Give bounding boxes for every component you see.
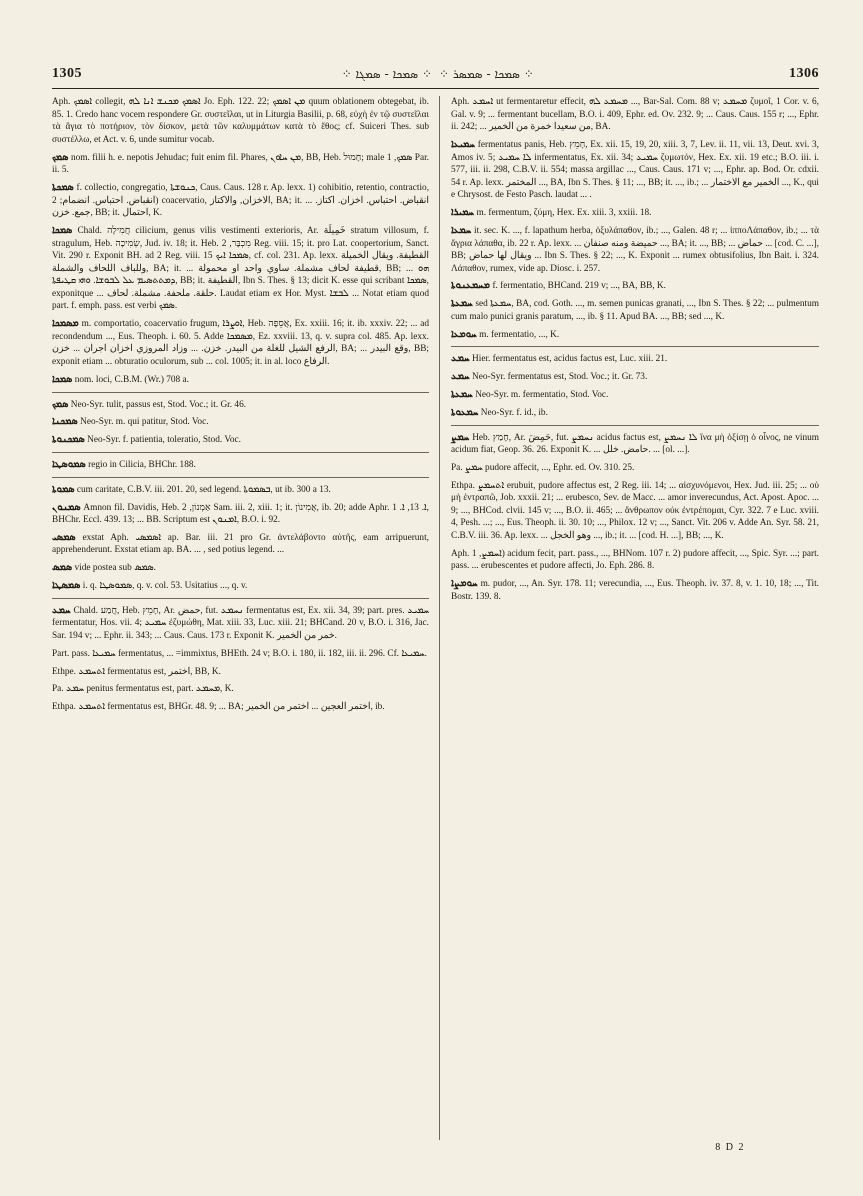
entry-headword: ܚܡܝܥܐ [451, 138, 476, 150]
entry-text: f. collectio, congregatio, ܟܢܘܫܬܐ, Caus. Caus. 128 r. Ap. lexx. 1) cohibitio, retentio, contractio, انقباض. احتباس. انضمام; 2) coacervatio, الاخزان, والاكتاز, BA; it. ... انقباض. احتباس. اخزان. اكتاز. جمع. خزن, BB; it. احتمال, K. [52, 182, 430, 219]
entry-text: Aph. ܐܚܡܥ ut fermentaretur effecit, ܡܚܡܥ ܠܗ ..., Bar-Sal. Com. 88 v; ܡܚܡܥ ζυμοῖ, 1 Cor. v. 6, Gal. v. 9; ... fermentant bucellam, B.O. i. 409, Ephr. ed. Ov. 232. 9; ... Caus. Caus. 155 r; ..., Ephr. ii. 242; ... من سعيدا خمرة من الخمير, BA. [451, 97, 819, 133]
entry-text: fermentatus panis, Heb. חָמֵץ, Ex. xii. 15, 19, 20, xiii. 3, 7, Lev. ii. 11, vii. 13, Deut. xvi. 3, Amos iv. 5; ܠܐ ܚܡܝܥ infermentatus, Ex. xii. 34; ܚܡܝܥ ζυμωτόν, Hex. Ex. xii. 19 etc.; B.O. iii. i. 577, iii. ii. 298, C.B.V. ii. 554; massa argillac ..., Caus. Caus. 171 v; ..., Ephr. ap. Bod. Or. cdxii. 54 r. Ap. lexx. المختمر ..., BA, Ibn S. Thes. § 11; ..., BB; it. ..., ib.; ... الخمير مع الاختمار ..., K., qui e Chrysost. de Festo Pasch. laudat ... . [451, 139, 819, 201]
header-right [439, 66, 819, 82]
entry-headword: ܣܡܟ [52, 398, 69, 410]
section-separator [52, 598, 429, 599]
entry-headword: ܚܘܡܨܐ [451, 578, 478, 590]
dictionary-entry [52, 701, 429, 714]
dictionary-entry [52, 562, 429, 575]
header-rule [52, 88, 819, 89]
entry-text: cum caritate, C.B.V. iii. 201. 20, sed legend. ܒܣܡܘܬܐ, ut ib. 300 a 13. [76, 484, 331, 495]
entry-text: it. sec. K. ..., f. lapathum herba, ὀξυλάπαθον, ib.; ..., Galen. 48 r; ... ἱπποΛάπαθον, ib.; ... τὰ ἄγρια λάπαθα, ib. 22 r. Ap. lexx. ... حميضة ومنه صنفان ..., BA; it. ..., BB; ... حماض ... [cod. C. ...], BB; ويقال لها حماض ... Ibn S. Thes. § 22; ..., K. Exponit ... rumex obtusifolius, Ibn Bait. i. 324. Λάπαθον, rumex, vide ap. Diosc. i. 257. [451, 225, 819, 274]
entry-text: Chald. חֲמַע, Heb. חָמֵץ, Ar. حمض, fut. ܢܚܡܥ fermentatus est, Ex. xii. 34, 39; part. pres. ܚܡܝܥ fermentatur, Hos. vii. 4; ܚܡܝܥ ἐζυμώθη, Mat. xiii. 33, Luc. xiii. 21; BHCand. 20 v, B.O. i. 316, Jac. Sar. 194 v; ... Ephr. ii. 343; ... Caus. Caus. 173 r. Exponit K. خمر من الخمير. [52, 605, 430, 641]
entry-text: f. fermentatio, BHCand. 219 v; ..., BA, BB, K. [492, 281, 666, 292]
entry-headword: ܡܣܡܟܐ [52, 318, 79, 330]
right-running-head: ⁘ ܣܡܟܐ - ܣܡܣܪ ⁘ [439, 66, 534, 81]
entry-text: nom. loci, C.B.M. (Wr.) 708 a. [74, 374, 189, 385]
left-running-head: ⁘ ܣܡܟܐ - ܣܡܓܐ ⁘ [341, 66, 432, 81]
entry-text: Pa. ܚܡܨ pudore affecit, ..., Ephr. ed. Ov. 310. 25. [451, 462, 635, 473]
dictionary-entry [451, 462, 819, 475]
entry-text: Neo-Syr. f. id., ib. [480, 407, 548, 418]
dictionary-entry [52, 648, 429, 661]
entry-headword: ܚܡܥܐ [451, 224, 472, 236]
section-separator [52, 392, 429, 393]
entry-text: Neo-Syr. f. patientia, toleratio, Stod. Voc. [87, 435, 241, 446]
entry-headword: ܣܡܟܐ [52, 224, 73, 236]
dictionary-entry [451, 353, 819, 366]
dictionary-entry [451, 389, 819, 402]
dictionary-entry [52, 484, 429, 497]
entry-text: vide postea sub ܣܡܣ. [74, 563, 156, 574]
dictionary-entry [52, 225, 429, 313]
dictionary-entry [451, 298, 819, 323]
entry-headword: ܡܚܡܥܢܘܬܐ [451, 280, 491, 292]
entry-text: Pa. ܚܡܥ penitus fermentatus est, part. ܡܚܡܥ, K. [52, 684, 234, 695]
dictionary-entry [52, 532, 429, 557]
left-page-number: 1305 [52, 66, 82, 81]
header-left [52, 66, 432, 82]
dictionary-entry [52, 666, 429, 679]
section-separator [451, 346, 819, 347]
entry-headword: ܣܡܟܬܐ [52, 181, 74, 193]
entry-headword: ܣܡܣܛܐ [52, 580, 81, 592]
dictionary-entry [52, 152, 429, 177]
dictionary-entry [451, 407, 819, 420]
dictionary-entry [52, 399, 429, 412]
entry-headword: ܣܡܣܝ [52, 531, 76, 543]
entry-headword: ܚܡܝܪܐ [451, 207, 475, 219]
dictionary-entry [451, 329, 819, 342]
entry-text: Chald. חֲמִילָה cilicium, genus vilis vestimenti exterioris, Ar. خَمِيلَة stratum villosum, f. stragulum, Heb. שְׂמִיכָה, Jud. iv. 18; it. Heb. מִכְבָּר, 2 Reg. viii. 15; it. pro Lat. coopertorium, Sanct. Vit. 290 r. Exponit BH. ad 2 Reg. viii. 15 ܣܡܟܐ ܐܝܟ, cf. col. 231. Ap. lexx. القطيفة. ويقال الخميلة وللباف اللحاف والشملة, BA; it. ... قطيفة لحاف مشملة. ساوي واحد او محمولة, BB; ... ܗܘ ܕܡܬܬܣܝܡ ܥܠ ܠܒܘܫܐ. ܘܗܝ ܩܛܝܦܬܐ, BB; it. القطيفة, Ibn S. Thes. § 13; dicit K. esse qui scribant ܣܡܟܐ, exponitque ... حلقة. ملحفة. مشملة. لحاف. Laudat etiam ex Hor. Myst. ܠܒܫܐ ... Notat etiam quod part. f. emph. pass. est verbi ܣܡܟ. [52, 225, 429, 312]
entry-headword: ܣܡܟܢܐ [52, 416, 78, 428]
entry-text: m. pudor, ..., An. Syr. 178. 11; verecundia, ..., Eus. Theoph. iv. 37. 8, v. 1. 10, 18; ..., Tit. Bostr. 139. 8. [451, 579, 819, 602]
dictionary-entry [451, 96, 819, 134]
dictionary-entry [451, 480, 819, 543]
dictionary-entry [451, 280, 819, 293]
entry-headword: ܣܡܘܬܐ [52, 483, 75, 495]
entry-text: regio in Cilicia, BHChr. 188. [88, 459, 196, 470]
entry-text: exstat Aph. ܐܣܡܣܝ ap. Bar. iii. 21 pro Gr. ἀντελάβοντο αὐτῆς, eam arripuerunt, apprehenderunt. Exstat etiam ap. BA. ... , sed potius legend. ... [52, 532, 429, 556]
entry-text: Heb. חָמַץ, Ar. حَمِضَ, fut. ܢܚܡܨ acidus factus est, ܠܐ ܢܚܡܨ ἵνα μὴ ὀξίσῃ ὁ οἶνος, ne vinum acidum fiat, Geop. 36. 26. Exponit K. ... حامض. خلل. ... [ol. ...]. [451, 432, 819, 456]
section-separator [52, 452, 429, 453]
entry-text: Part. pass. ܚܡܝܥܐ fermentatus, ... =immixtus, BHEth. 24 v; B.O. i. 180, ii. 182, iii. ii. 296. Cf. ܚܡܝܥܐ. [52, 648, 427, 659]
right-column [440, 96, 819, 1140]
dictionary-entry [52, 374, 429, 387]
entry-text: nom. filii h. e. nepotis Jehudac; fuit enim fil. Phares, ܡܢ ܚܐܘܢ, BB, Heb. חָמוּל; male ܣܡܟ, 1 Par. ii. 5. [52, 152, 430, 176]
entry-headword: ܚܡܥܘܬܐ [451, 406, 479, 418]
dictionary-entry [52, 459, 429, 472]
entry-text: Hier. fermentatus est, acidus factus est, Luc. xiii. 21. [472, 354, 668, 365]
entry-text: Neo-Syr. fermentatus est, Stod. Voc.; it. Gr. 73. [472, 372, 648, 383]
dictionary-entry [451, 207, 819, 220]
entry-text: Aph. ܐܚܡܨ, 1) acidum fecit, part. pass., ..., BHNom. 107 r. 2) pudore affecit, ..., Spic. Syr. ...; part. pass. ... erubescentes et pudore affecti, Jo. Eph. 286. 8. [451, 548, 819, 572]
entry-headword: ܚܘܡܥܐ [451, 328, 477, 340]
entry-text: m. fermentatio, ..., K. [479, 329, 560, 340]
entry-headword: ܣܡܟܐ [52, 373, 73, 385]
entry-text: m. fermentum, ζύμη, Hex. Ex. xiii. 3, xxiii. 18. [476, 208, 652, 219]
dictionary-entry [52, 318, 429, 368]
entry-text: Aph. ܐܣܡܟ collegit, ܐܣܡܟ ܡܟܢܫ ܐܢܐ ܠܗ Jo. Eph. 122. 22; ܡܢ ܐܣܡܟ quum oblationem obtegebat, ib. 85. 1. Credo hanc vocem respondere Gr. συστεῖλαι, ut in Liturgia Basilii, p. 68, εὐχὴ ἐν τῷ συστεῖλαι τὰ ἅγια τὸ ποτήριον, τὸν δίσκον, μετὰ τῶν καλυμμάτων κατὰ τὸ ἔθος; cf. Suiceri Thes. sub συστέλλω, et Act. v. 6, unde sumitur vocab. [52, 97, 429, 145]
entry-headword: ܣܡܟ [52, 151, 69, 163]
entry-headword: ܚܡܨ [451, 431, 470, 443]
entry-headword: ܣܡܣ [52, 562, 73, 574]
dictionary-entry [52, 96, 429, 146]
entry-headword: ܚܡܥܬܐ [451, 298, 473, 310]
entry-headword: ܚܡܥܬܐ [451, 388, 473, 400]
entry-text: Ethpe. ܐܬܚܡܥ fermentatus est, اختمر, BB, K. [52, 666, 221, 677]
dictionary-entry [451, 548, 819, 573]
dictionary-entry [451, 578, 819, 603]
dictionary-entry [52, 434, 429, 447]
dictionary-entry [52, 580, 429, 593]
entry-headword: ܣܡܟܢܘܬܐ [52, 434, 85, 446]
entry-text: Neo-Syr. tulit, passus est, Stod. Voc.; it. Gr. 46. [70, 399, 247, 410]
columns [52, 96, 819, 1140]
entry-headword: ܚܡܥ [451, 371, 470, 383]
entry-text: m. comportatio, coacervatio frugum, ܐܘܨܪܐ, Heb. אֲסֵפָה, Ex. xxiii. 16; it. ib. xxxiv. 22; ... ad recondendum ..., Eus. Theoph. i. 60. 5. Adde ܡܣܡܟܐ, Ez. xxviii. 13, q. v. supra col. 485. Ap. lexx. الرفع الشيل للغلة من البيدر. خزن. ... وزاد المروزي اخزان اجران ... خزن, BA; ... وقع البيدر, BB; exponit etiam ... obturatio oculorum, sub ... col. 1005; it. in al. loco الرفاع. [52, 319, 430, 368]
dictionary-entry [451, 139, 819, 202]
entry-text: sed ܚܡܥܬܐ, BA, cod. Goth. ..., m. semen punicas granati, ..., Ibn S. Thes. § 22; ... pulmentum cum malo punici granis paratum, ..., ib. § 11. Apud BA. ..., BB; sed ..., K. [451, 299, 819, 322]
dictionary-entry [451, 225, 819, 275]
dictionary-entry [52, 182, 429, 220]
dictionary-entry [451, 432, 819, 457]
dictionary-entry [451, 371, 819, 384]
dictionary-entry [52, 502, 429, 527]
signature-mark: 8 D 2 [715, 1142, 745, 1153]
page-header [52, 62, 819, 86]
left-column [52, 96, 440, 1140]
entry-text: Neo-Syr. m. qui patitur, Stod. Voc. [80, 417, 209, 428]
dictionary-entry [52, 416, 429, 429]
entry-headword: ܣܡܢܘܢ [52, 501, 81, 513]
entry-headword: ܣܡܘܣܛܐ [52, 458, 86, 470]
entry-text: Amnon fil. Davidis, Heb. אַמְנוֹן, 2 Sam. iii. 2, xiii. 1; it. אֲמִינוֹן, ib. 20; adde Aphr. ܐ. 13, ܐ. 1, BHChr. Eccl. 439. 13; ... BB. Scriptum est ܐܡܢܘܢ, B.O. i. 92. [52, 502, 429, 526]
section-separator [451, 425, 819, 426]
dictionary-entry [52, 683, 429, 696]
entry-text: Ethpa. ܐܬܚܡܥ fermentatus est, BHGr. 48. 9; ... BA; اختمر العجين ... اختمر من الخمير, ib. [52, 702, 385, 713]
entry-text: i. q. ܣܡܘܣܛܐ, q. v. col. 53. Usitatius ..., q. v. [82, 581, 248, 592]
entry-headword: ܚܡܥ [451, 353, 470, 365]
entry-text: Neo-Syr. m. fermentatio, Stod. Voc. [475, 389, 609, 400]
entry-headword: ܚܡܥ [52, 604, 71, 616]
dictionary-entry [52, 605, 429, 643]
section-separator [52, 477, 429, 478]
right-page-number: 1306 [789, 66, 819, 81]
entry-text: Ethpa. ܐܬܚܡܨ erubuit, pudore affectus est, 2 Reg. iii. 14; ... αἰσχυνόμενοι, Hex. Jud. iii. 25; ... οὐ μὴ ἐντραπῶ, Job. xxxii. 21; ... erubesco, Sev. de Macc. ... amor inverecundus, Act. Apost. Apoc. ... 9; ..., BHCod. clvii. 145 v; ..., B.O. ii. 465; ... ἄνθρωπον οὐκ ἐντρέπομαι, Cyr. 322. 7 e Luc. xviii. 4, Pesh. ...; ..., Eus. Theoph. ii. 30. 10; ..., Philox. 12 v; ..., Sanct. Vit. 206 v. Adde An. Syr. 58. 21, C.B.V. iii. 36. Ap. lexx. ... وهو الخجل ..., ib.; it. ... [cod. H. ...], BB; ..., K. [451, 480, 819, 542]
